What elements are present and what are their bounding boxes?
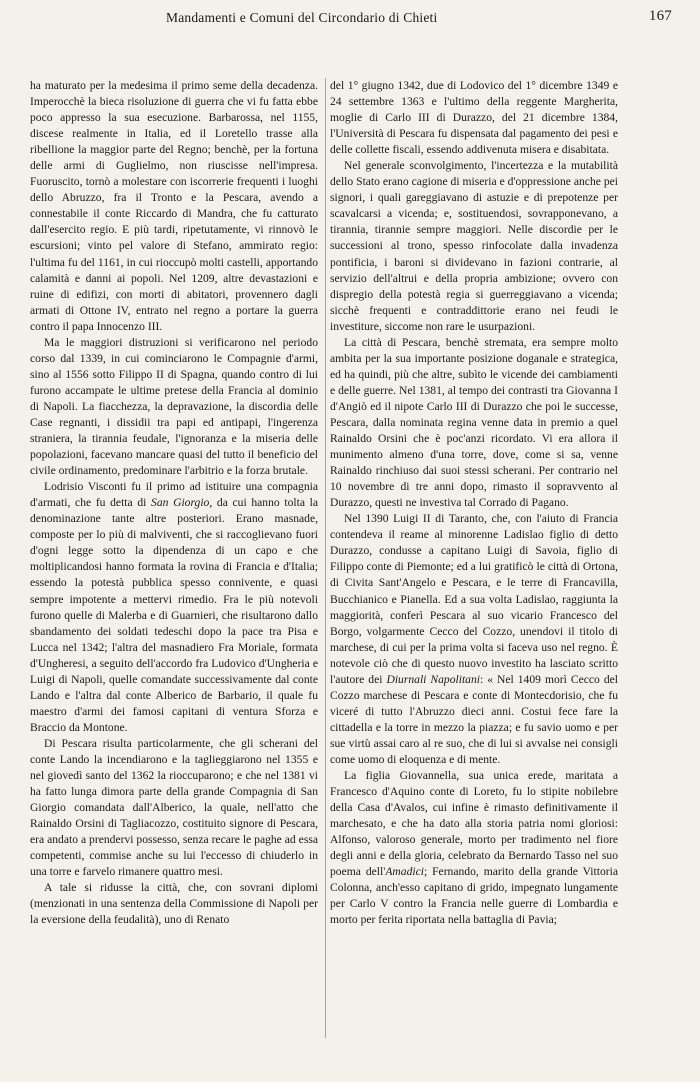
paragraph-text: Lodrisio Visconti fu il primo ad istituire una compagnia d'armati, che fu detta di	[30, 480, 318, 510]
paragraph	[330, 768, 618, 928]
paragraph-text: Nel 1390 Luigi II di Taranto, che, con l'aiuto di Francia contendeva il reame al minorenne Ladislao figlio di detto Durazzo, condusse a capitano Luigi di Savoia, figlio di Filippo conte di Piemonte; ed a lui gratificò le città di Ortona, di Civita Sant'Angelo e Pescara, e le terre di Francavilla, Bucchianico e Pianella. Ed a sua volta Ladislao, raggiunta la maggiorità, conferì Pescara al suo vicario Francesco del Borgo, volgarmente Cecco del Cozzo, unendovi il titolo di marchese, di cui per la prima volta si faceva uso nel regno. È notevole ciò che di questo nuovo investito ha lasciato scritto l'autore dei	[330, 512, 618, 686]
running-header	[38, 4, 672, 26]
paragraph: del 1° giugno 1342, due di Lodovico del 1° dicembre 1349 e 24 settembre 1363 e l'ultimo della reggente Margherita, moglie di Carlo III di Durazzo, del 21 dicembre 1384, l'Università di Pescara fu dispensata dal pagamento dei pesi e delle collette fiscali, essendo addivenuta misera e disabitata.	[330, 79, 618, 157]
right-column	[330, 78, 618, 928]
running-title: Mandamenti e Comuni del Circondario di Chieti	[166, 10, 438, 25]
paragraph	[330, 511, 618, 768]
paragraph-text: ; Fernando, marito della grande Vittoria Colonna, anch'esso capitano di grido, impegnato lungamente per Carlo V contro la Francia nelle guerre di Lombardia e morto per ferita riportata nella battaglia di Pavia;	[330, 865, 618, 927]
paragraph-text: , da cui hanno tolta la denominazione tante altre posteriori. Erano masnade, composte per lo più di malviventi, che si raccoglievano fuori d'ogni legge sotto la dipendenza di un capo e che moltiplicandosi hanno formata la rovina di Francia e d'Italia; essendo la potestà pubblica spesso connivente, e quasi sempre impotente a mettervi rimedio. Fra le più notevoli furono quelle di Malerba e di Guarnieri, che risultarono dallo sbandamento dei soldati tedeschi dopo la pace tra Pisa e Lucca nel 1342; l'altra del masnadiero Fra Moriale, formata d'Ungheresi, a seguito dell'accordo fra Ludovico d'Ungheria e Luigi di Napoli, quelle comandate successivamente dal conte Lando e l'altra dal conte Alberico de Barbario, il quale fu maestro d'armi dei famosi capitani di ventura Sforza e Braccio da Montone.	[30, 496, 318, 734]
paragraph: Nel generale sconvolgimento, l'incertezza e la mutabilità dello Stato erano cagione di miseria e d'oppressione anche pei signori, i quali gareggiavano di astuzie e di prepotenze per scavalcarsi a vicenda; e, sostituendosi, sovrapponevano, a tirannia, tirannie sempre maggiori. Nelle discordie per le successioni al trono, spesso rinfocolate dalla invadenza pontificia, i baroni si dividevano in fazioni contrarie, al servizio dell'altrui e della propria ambizione; ovvero con dispregio della potestà regia si guerreggiavano a vicenda; sicchè frequenti e contraddittorie erano nei feudi le investiture, siccome non rare le usurpazioni.	[330, 159, 618, 333]
italic-title: Amadici	[385, 865, 424, 879]
paragraph: A tale si ridusse la città, che, con sovrani diplomi (menzionati in una sentenza della Commissione di Napoli per la eversione della feudalità), uno di Renato	[30, 881, 318, 927]
page-number: 167	[648, 8, 672, 24]
paragraph	[30, 479, 318, 736]
paragraph: Ma le maggiori distruzioni si verificarono nel periodo corso dal 1339, in cui cominciarono le Compagnie d'armi, sino al 1556 sotto Filippo II di Spagna, quando contro di lui furono accampate le ultime pretese della Francia al dominio di Napoli. La fiacchezza, la depravazione, la discordia delle Case regnanti, i dissidii tra papi ed antipapi, l'ingerenza straniera, la tirannia feudale, l'ignoranza e la miseria delle popolazioni, facevano mancare quasi del tutto il beneficio del civile ordinamento, predominare l'arbitrio e la forza brutale.	[30, 335, 318, 478]
italic-title: Diurnali Napolitani	[386, 672, 480, 686]
left-column	[30, 78, 318, 928]
paragraph: ha maturato per la medesima il primo seme della decadenza. Imperocchè la bieca risoluzione di guerra che vi fu fatta ebbe poco appresso la sua esecuzione. Barbarossa, nel 1155, discese realmente in Italia, ed il Loretello trasse alla ribellione la maggior parte del Regno; benchè, per la fortuna delle armi di Guglielmo, non riuscisse nell'impresa. Fuoruscito, tornò a molestare con iscorrerie frequenti i luoghi dello Abruzzo, fra il Tronto e la Pescara, avendo a connestabile il conte Riccardo di Mandra, che fu catturato dall'esercito regio. E più tardi, ripetutamente, vi rinnovò le escursioni; vinto pel valore di Stefano, ammirato regio: l'ultima fu del 1161, in cui rioccupò molti castelli, apportando calamità e danni ai popoli. Nel 1209, altre devastazioni e ruine di edifizi, con morti di abitatori, provennero dagli armati di Ottone IV, entrato nel regno a portare la guerra contro il papa Innocenzo III.	[30, 79, 318, 333]
paragraph-text: : « Nel 1409 morì Cecco del Cozzo marchese di Pescara e conte di Montecdorisio, che fu viceré di tutto l'Abruzzo dieci anni. Costui fece fare la cittadella e la torre in mezzo la piazza; e fu savio uomo e per sue virtù assai caro al re suo, che di lui si avvalse nei consigli come uomo di eloquenza e di mente.	[330, 672, 618, 766]
paragraph: La città di Pescara, benchè stremata, era sempre molto ambita per la sua importante posizione doganale e strategica, ed ha quindi, più che altre, subìto le vicende dei cambiamenti e delle guerre. Nel 1381, al tempo dei contrasti tra Giovanna I d'Angiò ed il nipote Carlo III di Durazzo che poi le successe, Pescara, dalla nominata regina venne data in premio a quel Rainaldo Orsini che è poc'anzi ricordato. Vi era allora il munimento almeno d'una torre, dove, come si sa, venne Rainaldo rinchiuso dai suoi stessi scherani. Per contrario nel 10 novembre di tre anni dopo, rimasto il sopravvento al Durazzo, questi ne investiva tal Corrado di Pagano.	[330, 335, 618, 510]
paragraph: Di Pescara risulta particolarmente, che gli scherani del conte Lando la incendiarono e la taglieggiarono nel 1355 e nel giovedì santo del 1362 la rioccuparono; e che nel 1381 vi ha fatto lunga dimora parte della grande Compagnia di San Giorgio comandata dall'Alberico, la quale, nell'atto che Rainaldo Orsini di Tagliacozzo, costituito signore di Pescara, era andato a prendervi possesso, senza recare le paghe ad essa competenti, commise anche su lui l'eccesso di chiuderlo in una torre e farvelo rimanere quattro mesi.	[30, 736, 318, 879]
paragraph-text: La figlia Giovannella, sua unica erede, maritata a Francesco d'Aquino conte di Loreto, fu lo stipite nobilebre della Casa d'Avalos, cui infine è rimasto definitivamente il marchesato, e che ha dato alla storia patria nomi gloriosi: Alfonso, valoroso generale, morto per tradimento nel fiore degli anni e della gloria, celebrato da Bernardo Tasso nel suo poema dell'	[330, 769, 618, 879]
column-divider	[325, 78, 326, 1038]
italic-title: San Giorgio	[151, 496, 210, 510]
